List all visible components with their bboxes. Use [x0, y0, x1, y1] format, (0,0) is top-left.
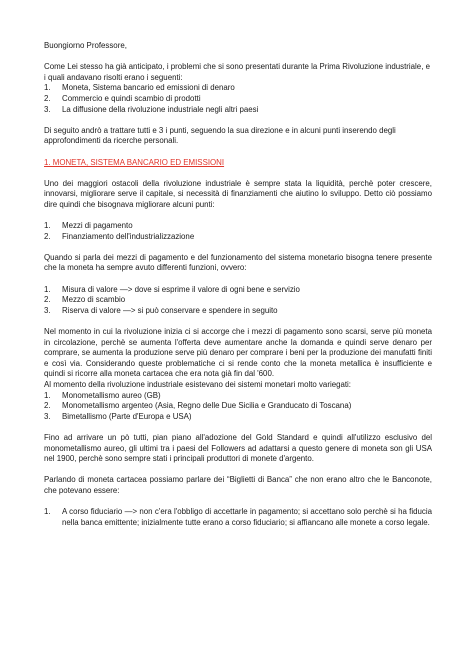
intro-paragraph: Come Lei stesso ha già anticipato, i problemi che si sono presentati durante la Prima Rivoluzione industriale, e i quali andavano risolti erano i seguenti:: [44, 62, 430, 82]
list-item: 1. Monometallismo aureo (GB): [44, 390, 161, 400]
list-item: 1. Misura di valore —> dove si esprime il valore di ogni bene e servizio: [44, 284, 300, 294]
monetary-systems-list: [44, 391, 432, 423]
money-functions-list: [44, 285, 432, 317]
section-heading: 1. MONETA, SISTEMA BANCARIO ED EMISSIONI: [44, 157, 225, 167]
improve-points-list: [44, 221, 432, 242]
banknotes-paragraph: Parlando di moneta cartacea possiamo parlare dei “Biglietti di Banca” che non erano altro che le Banconote, che potevano essere:: [44, 475, 432, 495]
list-item: 2. Finanziamento dell'industrializzazione: [44, 231, 195, 241]
list-item: 2. Monometallismo argenteo (Asia, Regno delle Due Sicilia e Granducato di Toscana): [44, 401, 352, 411]
list-item: 3. Bimetallismo (Parte d'Europa e USA): [44, 411, 192, 421]
list-item: 2. Commercio e quindi scambio di prodotti: [44, 93, 201, 103]
list-item: 2. Mezzo di scambio: [44, 295, 126, 305]
list-item: 3. La diffusione della rivoluzione industriale negli altri paesi: [44, 104, 259, 114]
monetary-systems-intro: Al momento della rivoluzione industriale esistevano dei sistemi monetari molto variegati:: [44, 380, 352, 389]
approach-paragraph: Di seguito andrò a trattare tutti e 3 i punti, seguendo la sua direzione e in alcuni punti inserendo degli approfondimenti da ricerche personali.: [44, 125, 396, 146]
list-item: 1. A corso fiduciario —> non c'era l'obbligo di accettarle in pagamento; si accettano solo perchè si ha fiducia nella banca emittente; inizialmente tutte erano a corso fiduciario; si affiancano alle monete a corso legale.: [44, 507, 432, 527]
banknote-types-list: [44, 507, 432, 528]
liquidity-paragraph: Nel momento in cui la rivoluzione inizia ci si accorge che i mezzi di pagamento sono scarsi, serve più moneta in circolazione, perchè se aumenta l'offerta deve aumentare anche la domanda e quindi serve denaro per comprare, se aumenta la produzione serve più denaro per comprare i beni per la produzione dei manufatti finiti e così via. Considerando queste problematiche ci si rende conto che la moneta metallica è insufficiente e quindi si ricorre alla moneta cartacea che era nota già fin dal '600.: [44, 327, 432, 379]
problems-list: [44, 83, 432, 115]
list-item: 1. Mezzi di pagamento: [44, 221, 133, 231]
document-body: [44, 41, 432, 528]
obstacles-paragraph: Uno dei maggiori ostacoli della rivoluzione industriale è sempre stata la liquidità, perchè poter crescere, innovarsi, migliorare serve il capitale, si necessità di finanziamenti che aiutino lo sviluppo. Detto ciò possiamo dire quindi che bisognava migliorare alcuni punti:: [44, 178, 432, 209]
list-item: 1. Moneta, Sistema bancario ed emissioni di denaro: [44, 83, 235, 93]
list-item: 3. Riserva di valore —> si può conservare e spendere in seguito: [44, 305, 278, 315]
gold-standard-paragraph: Fino ad arrivare un pò tutti, pian piano all'adozione del Gold Standard e quindi all'utilizzo esclusivo del monometallismo aureo, gli ultimi tra i paesi del Followers ad adattarsi a questo genere di moneta son gli USA nel 1900, perchè sono sempre stati i principali produttori di monete d'argento.: [44, 432, 432, 464]
greeting: Buongiorno Professore,: [44, 41, 127, 50]
payment-means-paragraph: Quando si parla dei mezzi di pagamento e del funzionamento del sistema monetario bisogna tenere presente che la moneta ha sempre avuto differenti funzioni, ovvero:: [44, 252, 432, 273]
